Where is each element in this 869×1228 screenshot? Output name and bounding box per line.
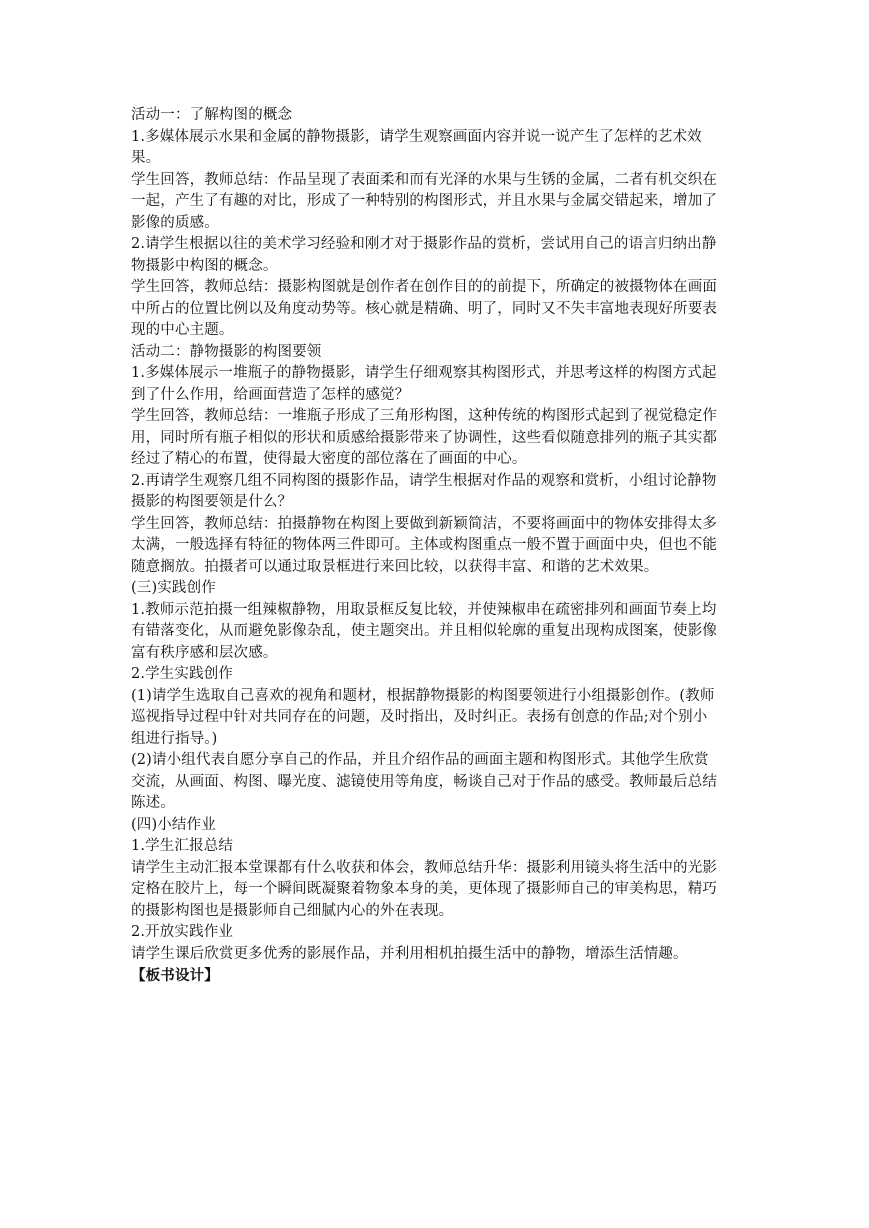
text-line: 学生回答，教师总结：作品呈现了表面柔和而有光泽的水果与生锈的金属，二者有机交织在 <box>131 171 717 188</box>
text-line: 2.开放实践作业 <box>131 924 234 940</box>
text-line: 2.请学生根据以往的美术学习经验和刚才对于摄影作品的赏析，尝试用自己的语言归纳出静 <box>131 236 717 252</box>
text-line: 摄影的构图要领是什么？ <box>131 494 293 510</box>
section-heading-line: 【板书设计】 <box>131 967 219 984</box>
text-line: 富有秩序感和层次感。 <box>131 644 278 661</box>
text-line: 交流，从画面、构图、曝光度、滤镜使用等角度，畅谈自己对于作品的感受。教师最后总结 <box>131 773 717 790</box>
text-line: 经过了精心的布置，使得最大密度的部位落在了画面的中心。 <box>131 451 527 467</box>
text-line: 物摄影中构图的概念。 <box>131 257 278 274</box>
text-line: 陈述。 <box>131 795 175 811</box>
text-line: 1.教师示范拍摄一组辣椒静物，用取景框反复比较，并使辣椒串在疏密排列和画面节奏上均 <box>131 601 717 618</box>
text-line: 1.多媒体展示水果和金属的静物摄影，请学生观察画面内容并说一说产生了怎样的艺术效 <box>131 128 702 145</box>
text-line: (1)请学生选取自己喜欢的视角和题材，根据静物摄影的构图要领进行小组摄影创作。(教师 <box>131 687 715 704</box>
text-line: (三)实践创作 <box>131 580 216 596</box>
text-line: 有错落变化，从而避免影像杂乱，使主题突出。并且相似轮廓的重复出现构成图案，使影像 <box>131 623 717 639</box>
text-line: 中所占的位置比例以及角度动势等。核心就是精确、明了，同时又不失丰富地表现好所要表 <box>131 300 717 317</box>
document-page <box>131 105 717 987</box>
text-line: 活动一：了解构图的概念 <box>131 107 293 123</box>
text-line: 影像的质感。 <box>131 214 219 231</box>
text-line: 的摄影构图也是摄影师自己细腻内心的外在表现。 <box>131 902 454 919</box>
text-line: 学生回答，教师总结：一堆瓶子形成了三角形构图，这种传统的构图形式起到了视觉稳定作 <box>131 408 717 424</box>
text-line: 一起，产生了有趣的对比，形成了一种特别的构图形式，并且水果与金属交错起来，增加了 <box>131 193 717 209</box>
text-line: (四)小结作业 <box>131 816 216 833</box>
text-line: 果。 <box>131 150 161 166</box>
text-line: 2.再请学生观察几组不同构图的摄影作品，请学生根据对作品的观察和赏析，小组讨论静物 <box>131 472 717 489</box>
text-line: 到了什么作用，给画面营造了怎样的感觉？ <box>131 386 410 403</box>
document-body <box>131 105 717 987</box>
text-line: 太满，一般选择有特征的物体两三件即可。主体或构图重点一般不置于画面中央，但也不能 <box>131 537 717 553</box>
text-line: 学生回答，教师总结：摄影构图就是创作者在创作目的的前提下，所确定的被摄物体在画面 <box>131 279 717 295</box>
text-line: 1.学生汇报总结 <box>131 838 234 854</box>
text-line: 活动二：静物摄影的构图要领 <box>131 343 322 360</box>
text-line: 随意搁放。拍摄者可以通过取景框进行来回比较，以获得丰富、和谐的艺术效果。 <box>131 558 659 575</box>
text-line: 1.多媒体展示一堆瓶子的静物摄影，请学生仔细观察其构图形式，并思考这样的构图方式起 <box>131 365 717 381</box>
text-line: 2.学生实践创作 <box>131 666 234 682</box>
text-line: 请学生主动汇报本堂课都有什么收获和体会，教师总结升华：摄影利用镜头将生活中的光影 <box>131 859 717 876</box>
text-line: 学生回答，教师总结：拍摄静物在构图上要做到新颖简洁，不要将画面中的物体安排得太多 <box>131 515 717 532</box>
text-line: 定格在胶片上，每一个瞬间既凝聚着物象本身的美，更体现了摄影师自己的审美构思，精巧 <box>131 881 717 897</box>
text-line: (2)请小组代表自愿分享自己的作品，并且介绍作品的画面主题和构图形式。其他学生欣赏 <box>131 752 709 768</box>
text-line: 组进行指导。) <box>131 730 218 747</box>
text-line: 用，同时所有瓶子相似的形状和质感给摄影带来了协调性，这些看似随意排列的瓶子其实都 <box>131 429 717 446</box>
text-line: 巡视指导过程中针对共同存在的问题，及时指出，及时纠正。表扬有创意的作品;对个别小 <box>131 709 708 725</box>
text-line: 请学生课后欣赏更多优秀的影展作品，并利用相机拍摄生活中的静物，增添生活情趣。 <box>131 945 688 962</box>
text-line: 现的中心主题。 <box>131 322 234 338</box>
